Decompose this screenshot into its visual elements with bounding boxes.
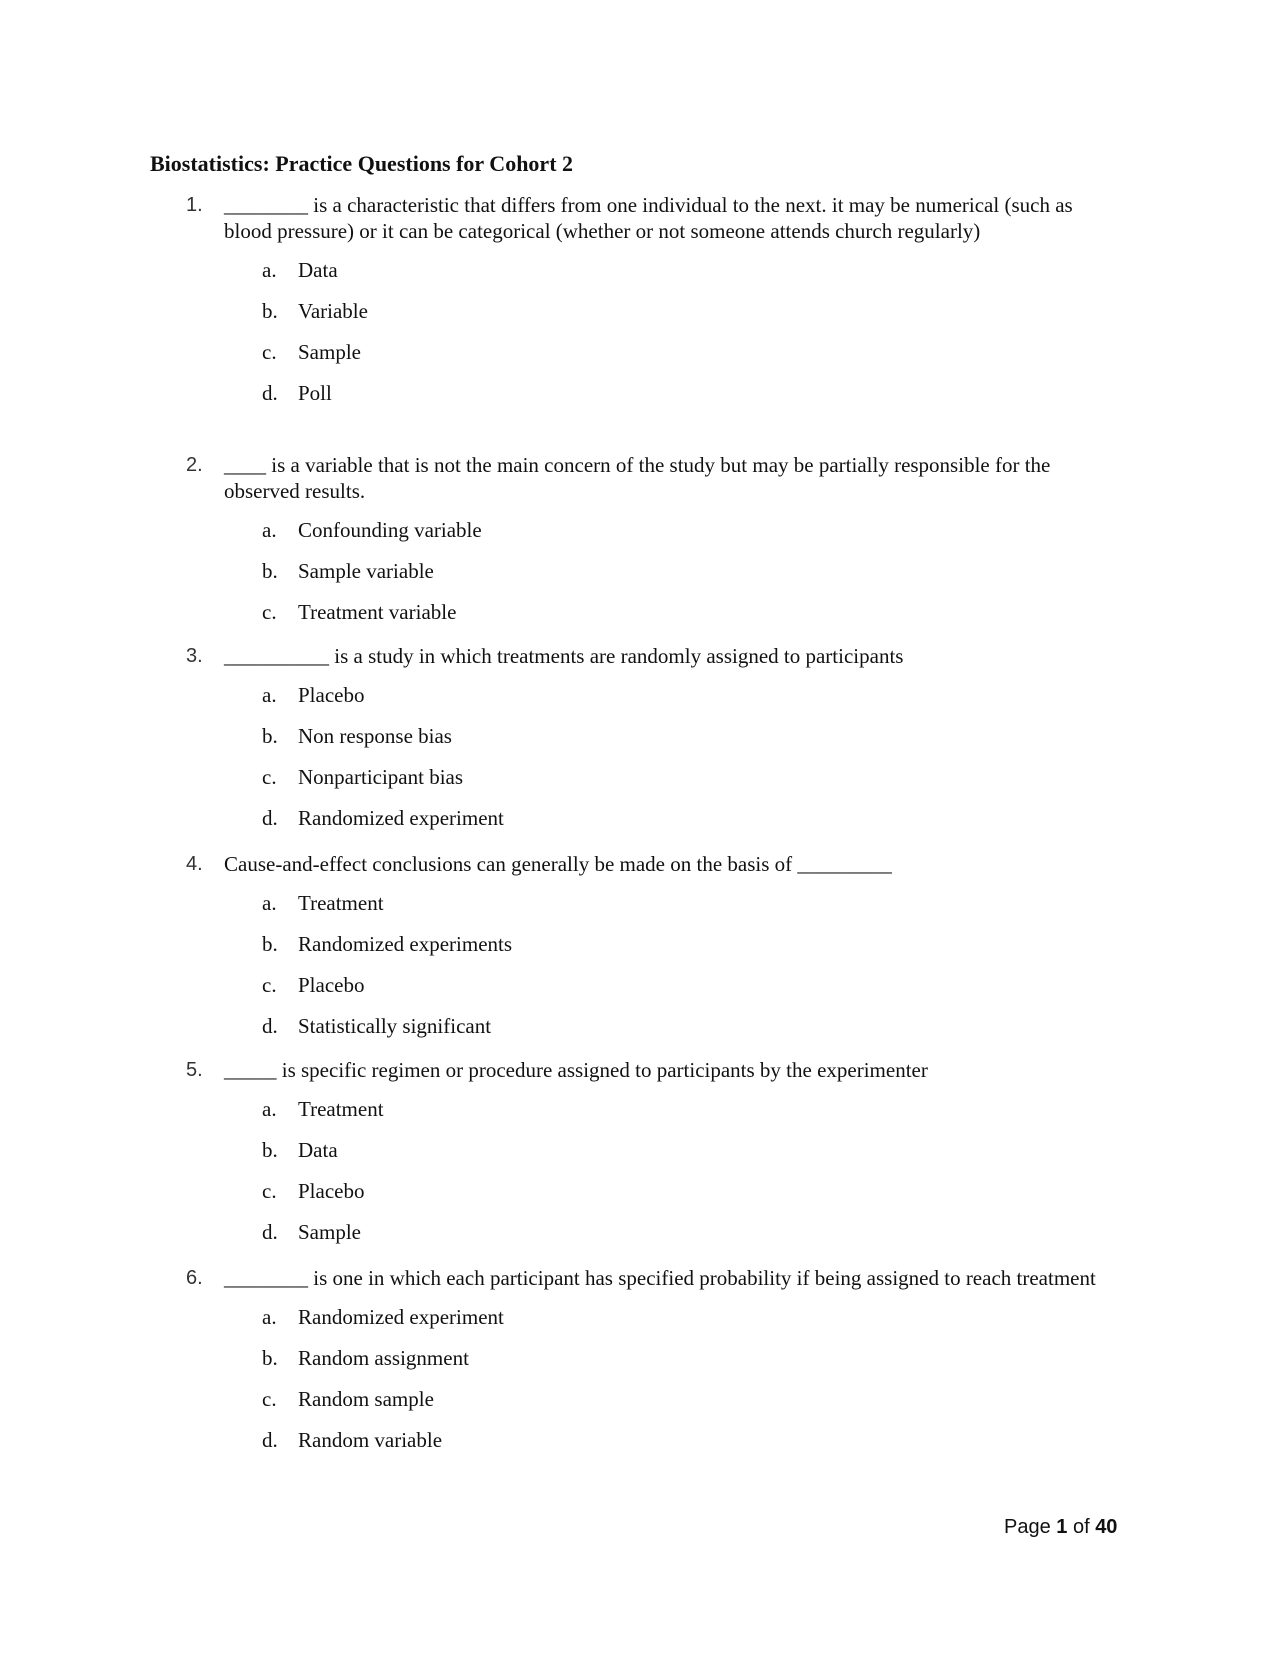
option-letter: d. bbox=[262, 806, 278, 830]
question-number: 6. bbox=[186, 1267, 203, 1289]
page-current: 1 bbox=[1056, 1516, 1068, 1538]
option-letter: c. bbox=[262, 340, 277, 364]
question-text: ________ is a characteristic that differs from one individual to the next. it may be numerical (such as blood pressure) or it can be categorical (whether or not someone attends church regularly) bbox=[224, 193, 1073, 243]
question-number: 5. bbox=[186, 1059, 203, 1081]
option-text: Randomized experiment bbox=[298, 1305, 504, 1329]
option-text: Sample bbox=[298, 340, 361, 364]
option-letter: c. bbox=[262, 600, 277, 624]
page-label: Page bbox=[1004, 1516, 1057, 1538]
option-text: Placebo bbox=[298, 683, 365, 707]
question-text: Cause-and-effect conclusions can generally be made on the basis of _________ bbox=[224, 852, 892, 876]
option-text: Data bbox=[298, 1138, 338, 1162]
question-number: 4. bbox=[186, 853, 203, 875]
option-letter: c. bbox=[262, 1387, 277, 1411]
question-number: 1. bbox=[186, 194, 203, 216]
option-letter: c. bbox=[262, 765, 277, 789]
question-text: ____ is a variable that is not the main concern of the study but may be partially responsible for the observed results. bbox=[224, 453, 1051, 503]
option-letter: b. bbox=[262, 1138, 278, 1162]
page-of-label: of bbox=[1067, 1516, 1096, 1538]
option-letter: d. bbox=[262, 1014, 278, 1038]
option-letter: a. bbox=[262, 1097, 277, 1121]
option-letter: b. bbox=[262, 299, 278, 323]
option-letter: b. bbox=[262, 724, 278, 748]
option-letter: a. bbox=[262, 683, 277, 707]
option-text: Placebo bbox=[298, 1179, 365, 1203]
option-text: Sample bbox=[298, 1220, 361, 1244]
option-text: Random variable bbox=[298, 1428, 443, 1452]
option-letter: c. bbox=[262, 1179, 277, 1203]
question-number: 2. bbox=[186, 454, 203, 476]
page-total: 40 bbox=[1095, 1516, 1118, 1538]
option-text: Confounding variable bbox=[298, 518, 482, 542]
option-letter: d. bbox=[262, 381, 278, 405]
option-text: Nonparticipant bias bbox=[298, 765, 464, 789]
option-letter: d. bbox=[262, 1428, 278, 1452]
option-letter: a. bbox=[262, 891, 277, 915]
page-number bbox=[1004, 1514, 1117, 1540]
option-text: Treatment variable bbox=[298, 600, 457, 624]
option-text: Treatment bbox=[298, 891, 384, 915]
question-text: __________ is a study in which treatments are randomly assigned to participants bbox=[224, 644, 904, 668]
option-letter: b. bbox=[262, 1346, 278, 1370]
option-letter: a. bbox=[262, 258, 277, 282]
option-letter: c. bbox=[262, 973, 277, 997]
option-text: Randomized experiments bbox=[298, 932, 513, 956]
option-text: Random assignment bbox=[298, 1346, 469, 1370]
option-text: Statistically significant bbox=[298, 1014, 492, 1038]
option-letter: d. bbox=[262, 1220, 278, 1244]
option-text: Poll bbox=[298, 381, 332, 405]
option-text: Sample variable bbox=[298, 559, 434, 583]
option-letter: b. bbox=[262, 932, 278, 956]
question-text: ________ is one in which each participant has specified probability if being assigned to reach treatment bbox=[224, 1266, 1096, 1290]
option-text: Random sample bbox=[298, 1387, 434, 1411]
option-text: Non response bias bbox=[298, 724, 452, 748]
question-text: _____ is specific regimen or procedure assigned to participants by the experimenter bbox=[224, 1058, 928, 1082]
option-letter: a. bbox=[262, 518, 277, 542]
option-letter: b. bbox=[262, 559, 278, 583]
option-text: Placebo bbox=[298, 973, 365, 997]
option-letter: a. bbox=[262, 1305, 277, 1329]
option-text: Treatment bbox=[298, 1097, 384, 1121]
option-text: Randomized experiment bbox=[298, 806, 504, 830]
option-text: Variable bbox=[298, 299, 368, 323]
question-number: 3. bbox=[186, 645, 203, 667]
option-text: Data bbox=[298, 258, 338, 282]
document-title: Biostatistics: Practice Questions for Cohort 2 bbox=[150, 151, 574, 176]
